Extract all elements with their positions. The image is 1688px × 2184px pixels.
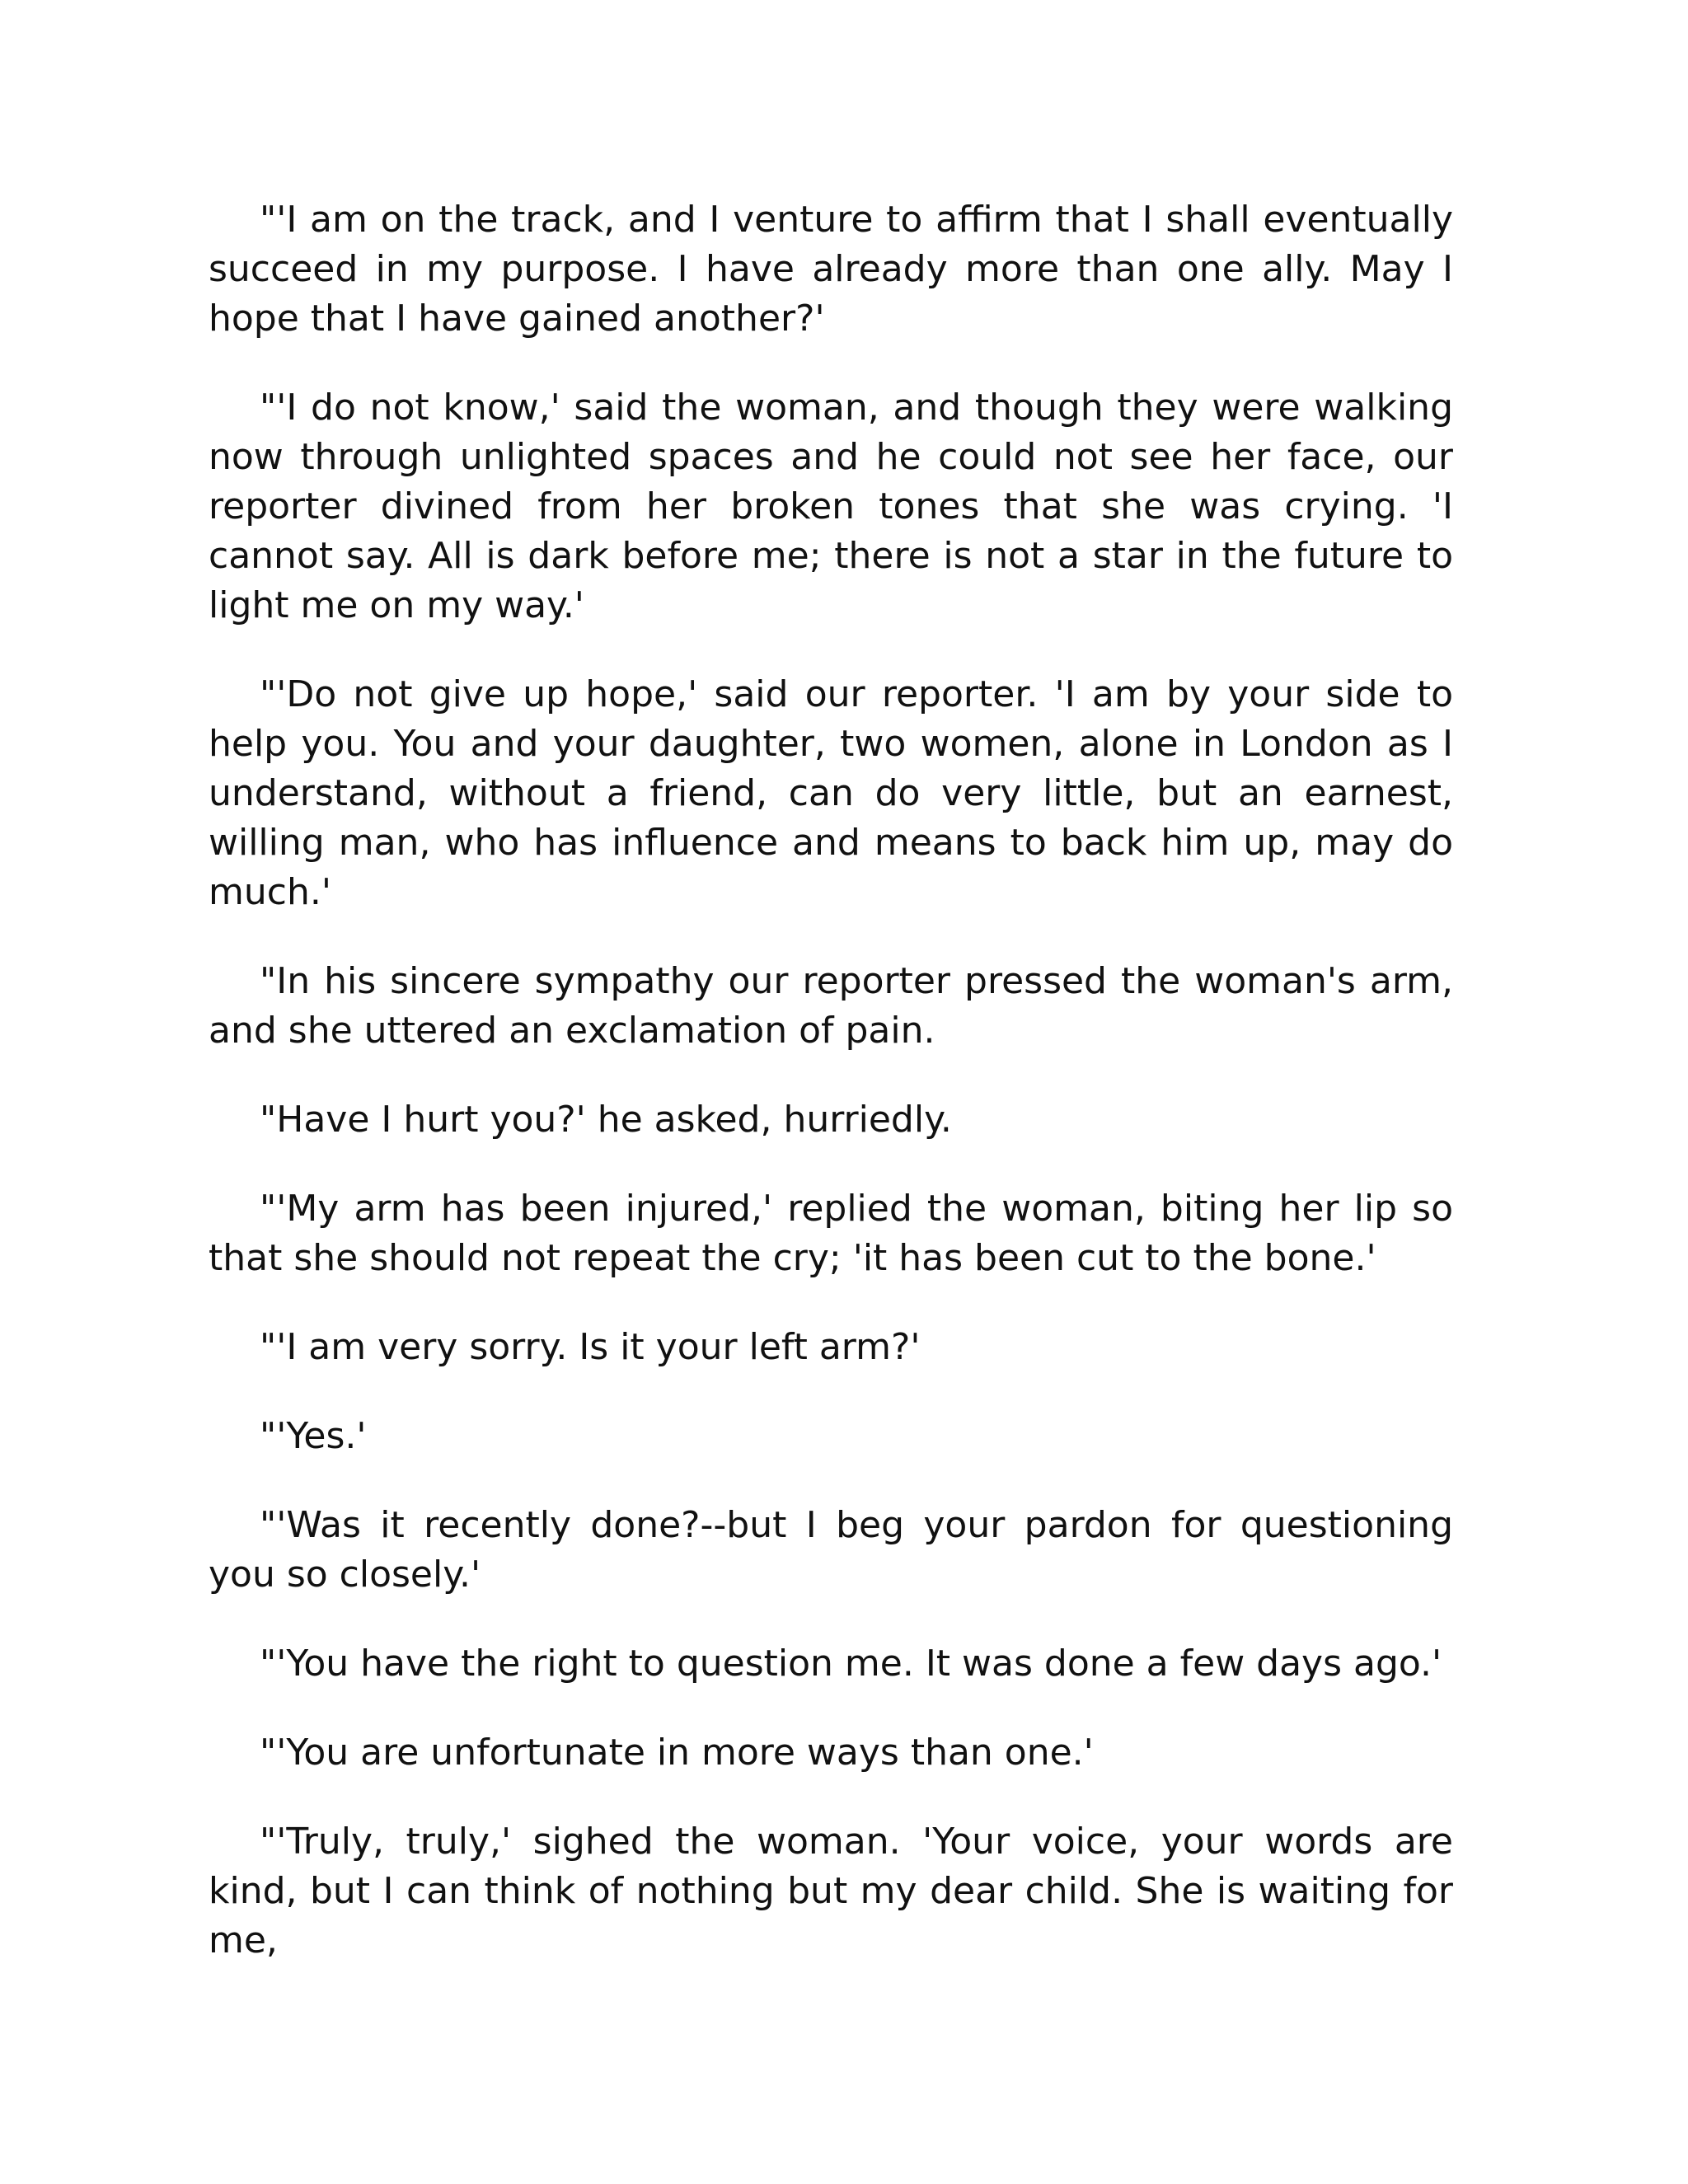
- paragraph: "'I do not know,' said the woman, and though they were walking now through unlighted spaces and he could not see her face, our reporter divined from her broken tones that she was crying. 'I cannot say. All is dark before me; there is not a star in the future to light me on my way.': [209, 387, 1453, 626]
- paragraph: "Have I hurt you?' he asked, hurriedly.: [260, 1099, 952, 1141]
- paragraph: "'I am on the track, and I venture to affirm that I shall eventually succeed in my purpose. I have already more than one ally. May I hope that I have gained another?': [209, 199, 1453, 340]
- paragraph: "'My arm has been injured,' replied the woman, biting her lip so that she should not repeat the cry; 'it has been cut to the bone.': [209, 1188, 1453, 1279]
- body-text: [209, 195, 1453, 1966]
- paragraph: "'Was it recently done?--but I beg your pardon for questioning you so closely.': [209, 1504, 1453, 1596]
- paragraph: "'Yes.': [260, 1415, 367, 1457]
- paragraph: "'You have the right to question me. It was done a few days ago.': [260, 1643, 1442, 1685]
- paragraph: "'I am very sorry. Is it your left arm?': [260, 1326, 921, 1368]
- paragraph: "'Truly, truly,' sighed the woman. 'Your voice, your words are kind, but I can think of nothing but my dear child. She is waiting for me,: [209, 1821, 1453, 1961]
- paragraph: "'You are unfortunate in more ways than one.': [260, 1732, 1094, 1774]
- paragraph: "In his sincere sympathy our reporter pressed the woman's arm, and she uttered an exclamation of pain.: [209, 960, 1453, 1052]
- paragraph: "'Do not give up hope,' said our reporter. 'I am by your side to help you. You and your daughter, two women, alone in London as I understand, without a friend, can do very little, but an earnest, willing man, who has influence and means to back him up, may do much.': [209, 673, 1453, 913]
